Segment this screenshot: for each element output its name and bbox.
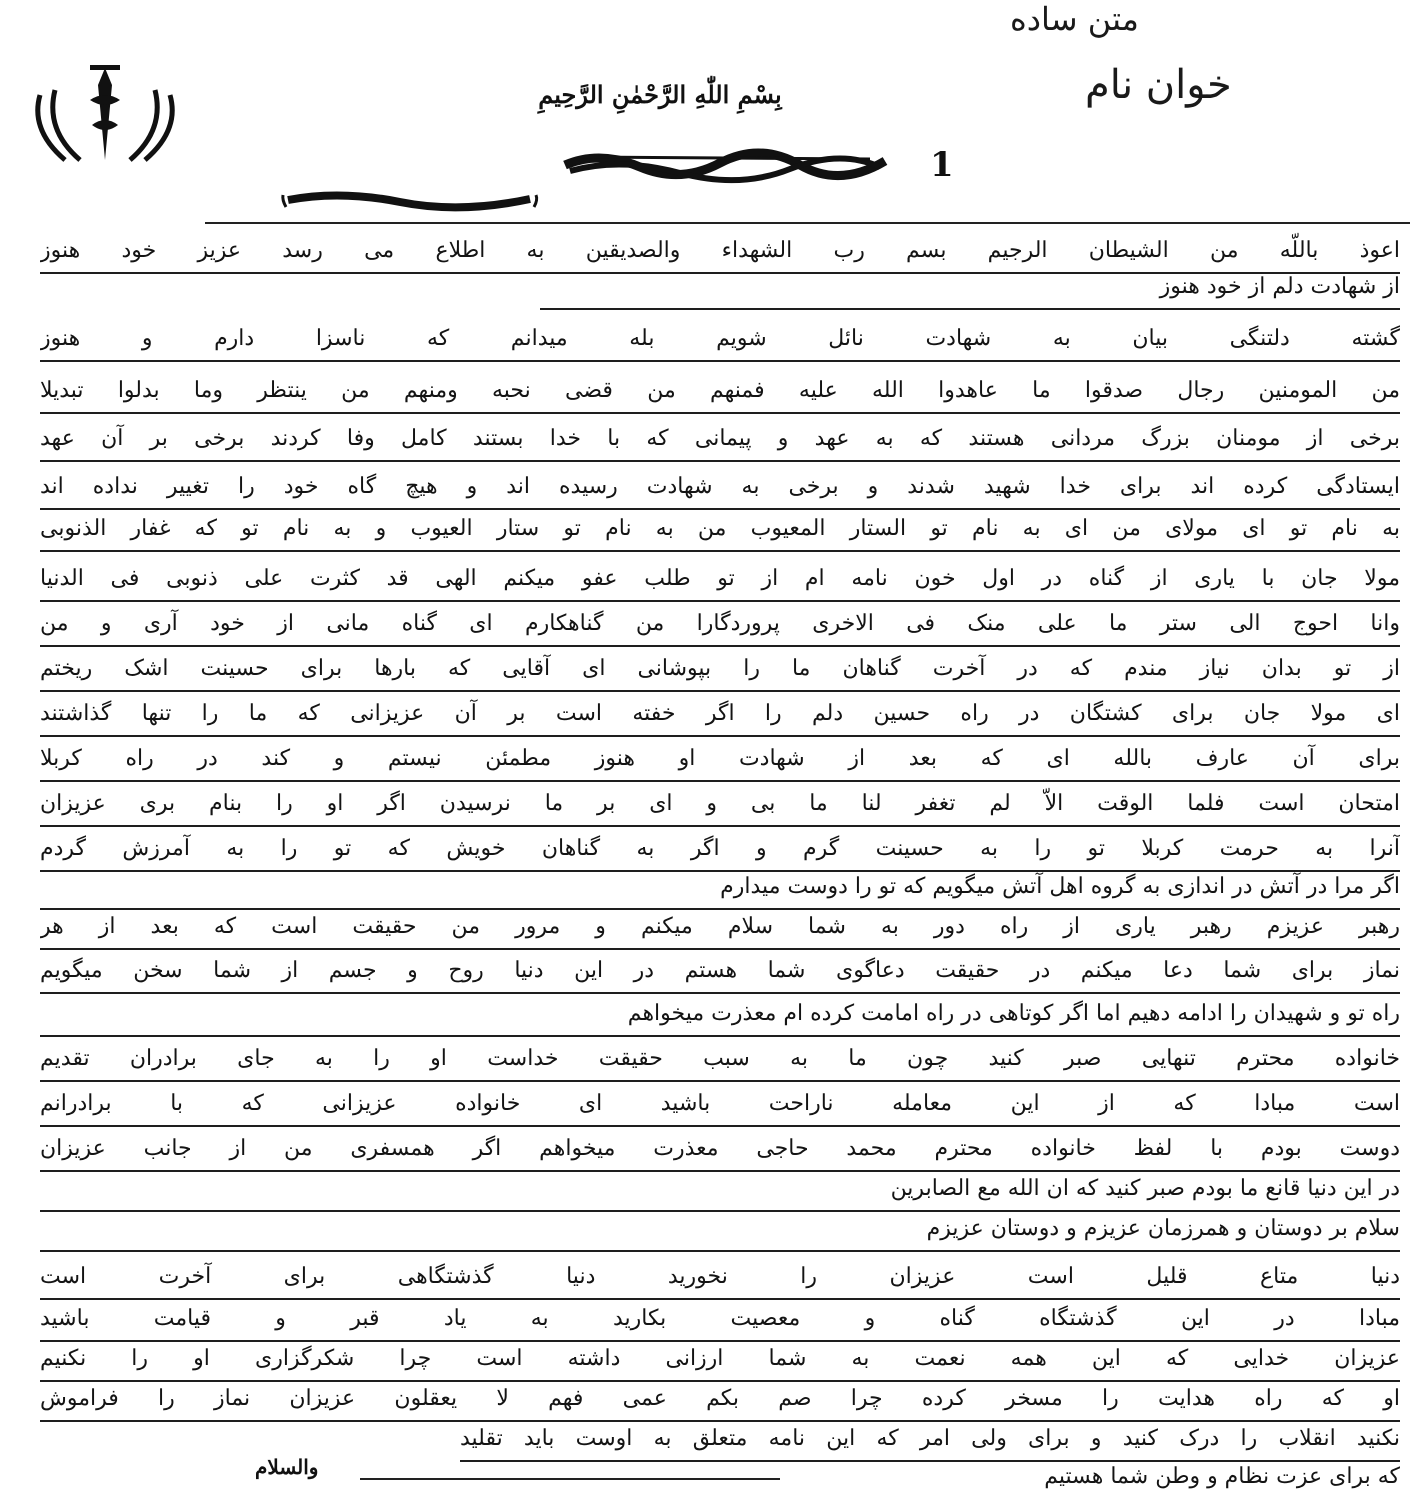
- body-line: برای آن عارف بالله ای که بعد از شهادت او هنوز مطمئن نیستم و کند در راه کربلا: [40, 740, 1400, 782]
- body-line: او که راه هدایت را مسخر کرده چرا صم بکم عمی فهم لا یعقلون عزیزان نماز را فراموش: [40, 1380, 1400, 1422]
- closing-salutation: والسلام: [255, 1455, 319, 1479]
- body-line: دنیا متاع قلیل است عزیزان را نخورید دنیا گذشتگاهی برای آخرت است: [40, 1258, 1400, 1300]
- body-line: است مبادا که از این معامله ناراحت باشید ای خانواده عزیزانی که با برادرانم: [40, 1085, 1400, 1127]
- body-line: راه تو و شهیدان را ادامه دهیم اما اگر کوتاهی در راه امامت کرده ام معذرت میخواهم: [40, 995, 1400, 1037]
- body-line: نماز برای شما دعا میکنم در حقیقت دعاگوی شما هستم در این دنیا روح و جسم از شما سخن میگویم: [40, 952, 1400, 994]
- body-line: رهبر عزیزم رهبر یاری از راه دور به شما سلام میکنم و مرور من حقیقت است که بعد از هر: [40, 908, 1400, 950]
- closing-rule: [360, 1478, 780, 1480]
- body-line: ایستادگی کرده اند برای خدا شهید شدند و برخی به شهادت رسیده اند و هیچ گاه خود را تغییر نداده اند: [40, 468, 1400, 510]
- body-line: از شهادت دلم از خود هنوز: [540, 268, 1400, 310]
- body-line: سلام بر دوستان و همرزمان عزیزم و دوستان عزیزم: [40, 1210, 1400, 1252]
- body-line: که برای عزت نظام و وطن شما هستیم: [1044, 1464, 1400, 1489]
- body-line: وانا احوج الی ستر ما علی منک فی الاخری پروردگارا من گناهکارم ای گناه مانی از خود آری و من: [40, 605, 1400, 647]
- body-line: به نام تو ای مولای من ای به نام تو الستار المعیوب من به نام تو ستار العیوب و به نام تو که غفار الذنوبی: [40, 510, 1400, 552]
- body-line: مولا جان با یاری از گناه در اول خون نامه ام از تو طلب عفو میکنم الهی قد کثرت علی ذنوبی فی الدنیا: [40, 560, 1400, 602]
- body-line: نکنید انقلاب را درک کنید و برای ولی امر که این نامه متعلق به اوست باید تقلید: [460, 1420, 1400, 1462]
- body-line: خانواده محترم تنهایی صبر کنید چون ما به سبب حقیقت خداست او را به جای برادران تقدیم: [40, 1040, 1400, 1082]
- body-line: دوست بودم با لفظ خانواده محترم محمد حاجی معذرت میخواهم اگر همسفری من از جانب عزیزان: [40, 1130, 1400, 1172]
- margin-note-top: متن ساده: [1010, 0, 1139, 38]
- body-line: مبادا در این گذشتگاه گناه و معصیت بکارید به یاد قبر و قیامت باشید: [40, 1300, 1400, 1342]
- page-number: 1: [930, 145, 954, 185]
- body-line: گشته دلتنگی بیان به شهادت نائل شویم بله میدانم که ناسزا دارم و هنوز: [40, 320, 1400, 362]
- body-line: آنرا به حرمت کربلا تو را به حسینت گرم و اگر به گناهان خویش که تو را به آمرزش گردم: [40, 830, 1400, 872]
- body-line: در این دنیا قانع ما بودم صبر کنید که ان الله مع الصابرین: [40, 1170, 1400, 1212]
- bismillah-heading: بِسْمِ اللّٰهِ الرَّحْمٰنِ الرَّحِيمِ: [538, 80, 782, 109]
- body-line: من المومنین رجال صدقوا ما عاهدوا الله علیه فمنهم من قضی نحبه ومنهم من ینتظر وما بدلوا تبدیلا: [40, 372, 1400, 414]
- body-line: عزیزان خدایی که این همه نعمت به شما ارزانی داشته است چرا شکرگزاری او را نکنیم: [40, 1340, 1400, 1382]
- body-line: اعوذ باللّه من الشیطان الرجیم بسم رب الشهداء والصدیقین به اطلاع می رسد عزیز خود هنوز: [40, 232, 1400, 274]
- body-line: امتحان است فلما الوقت الاّ لم تغفر لنا ما بی و ای بر ما نرسیدن اگر او را بنام بری عزیزان: [40, 785, 1400, 827]
- body-line: برخی از مومنان بزرگ مردانی هستند که به عهد و پیمانی که با خدا بستند کامل وفا کردند برخی بر آن عهد: [40, 420, 1400, 462]
- body-line: ای مولا جان برای کشتگان در راه حسین دلم را اگر خفته است بر آن عزیزانی که ما را تنها گذاشتند: [40, 695, 1400, 737]
- margin-note-second: خوان نام: [1085, 62, 1232, 108]
- body-line: از تو بدان نیاز مندم که در آخرت گناهان ما را بپوشانی ای آقایی که بارها برای حسینت اشک ریختم: [40, 650, 1400, 692]
- body-line: اگر مرا در آتش در اندازی به گروه اهل آتش میگویم که تو را دوست میدارم: [40, 868, 1400, 910]
